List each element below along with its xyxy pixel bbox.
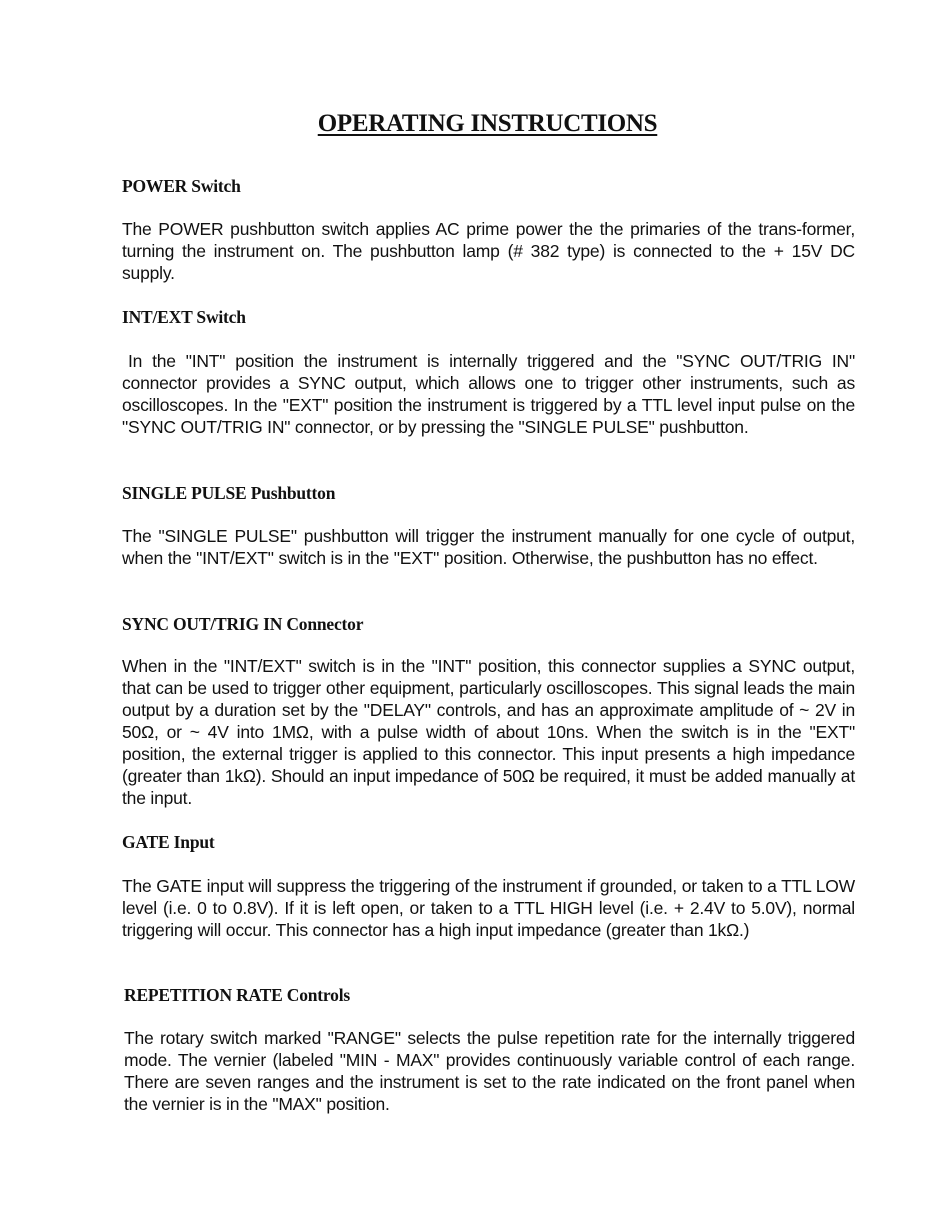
section-body-single-pulse: The "SINGLE PULSE" pushbutton will trigger the instrument manually for one cycle of output, when the "INT/EXT" switch is in the "EXT" position. Otherwise, the pushbutton has no effect. [122, 526, 855, 568]
section-body-int-ext-switch: In the "INT" position the instrument is internally triggered and the "SYNC OUT/TRIG IN" connector provides a SYNC output, which allows one to trigger other instruments, such as oscilloscopes. In the "EXT" position the instrument is triggered by a TTL level input pulse on the "SYNC OUT/TRIG IN" connector, or by pressing the "SINGLE PULSE" pushbutton. [122, 351, 855, 437]
section-heading-single-pulse: SINGLE PULSE Pushbutton [122, 483, 336, 503]
section-heading-gate-input: GATE Input [122, 832, 215, 852]
section-heading-power-switch: POWER Switch [122, 176, 241, 196]
section-body-power-switch: The POWER pushbutton switch applies AC prime power the the primaries of the trans-former, turning the instrument on. The pushbutton lamp (# 382 type) is connected to the + 15V DC supply. [122, 219, 855, 283]
section-body-repetition-rate: The rotary switch marked "RANGE" selects the pulse repetition rate for the internally triggered mode. The vernier (labeled "MIN - MAX" provides continuously variable control of each range. There are seven ranges and the instrument is set to the rate indicated on the front panel when the vernier is in the "MAX" position. [124, 1028, 855, 1114]
section-body-sync-out-trig-in: When in the "INT/EXT" switch is in the "INT" position, this connector supplies a SYNC output, that can be used to trigger other equipment, particularly oscilloscopes. This signal leads the main output by a duration set by the "DELAY" controls, and has an approximate amplitude of ~ 2V in 50Ω, or ~ 4V into 1MΩ, with a pulse width of about 10ns. When the switch is in the "EXT" position, the external trigger is applied to this connector. This input presents a high impedance (greater than 1kΩ). Should an input impedance of 50Ω be required, it must be added manually at the input. [122, 656, 855, 808]
section-body-gate-input: The GATE input will suppress the triggering of the instrument if grounded, or taken to a TTL LOW level (i.e. 0 to 0.8V). If it is left open, or taken to a TTL HIGH level (i.e. + 2.4V to 5.0V), normal triggering will occur. This connector has a high input impedance (greater than 1kΩ.) [122, 876, 855, 940]
page-title: OPERATING INSTRUCTIONS [317, 110, 658, 137]
section-heading-repetition-rate: REPETITION RATE Controls [124, 985, 350, 1005]
section-heading-sync-out-trig-in: SYNC OUT/TRIG IN Connector [122, 614, 364, 634]
section-heading-int-ext-switch: INT/EXT Switch [122, 307, 246, 327]
